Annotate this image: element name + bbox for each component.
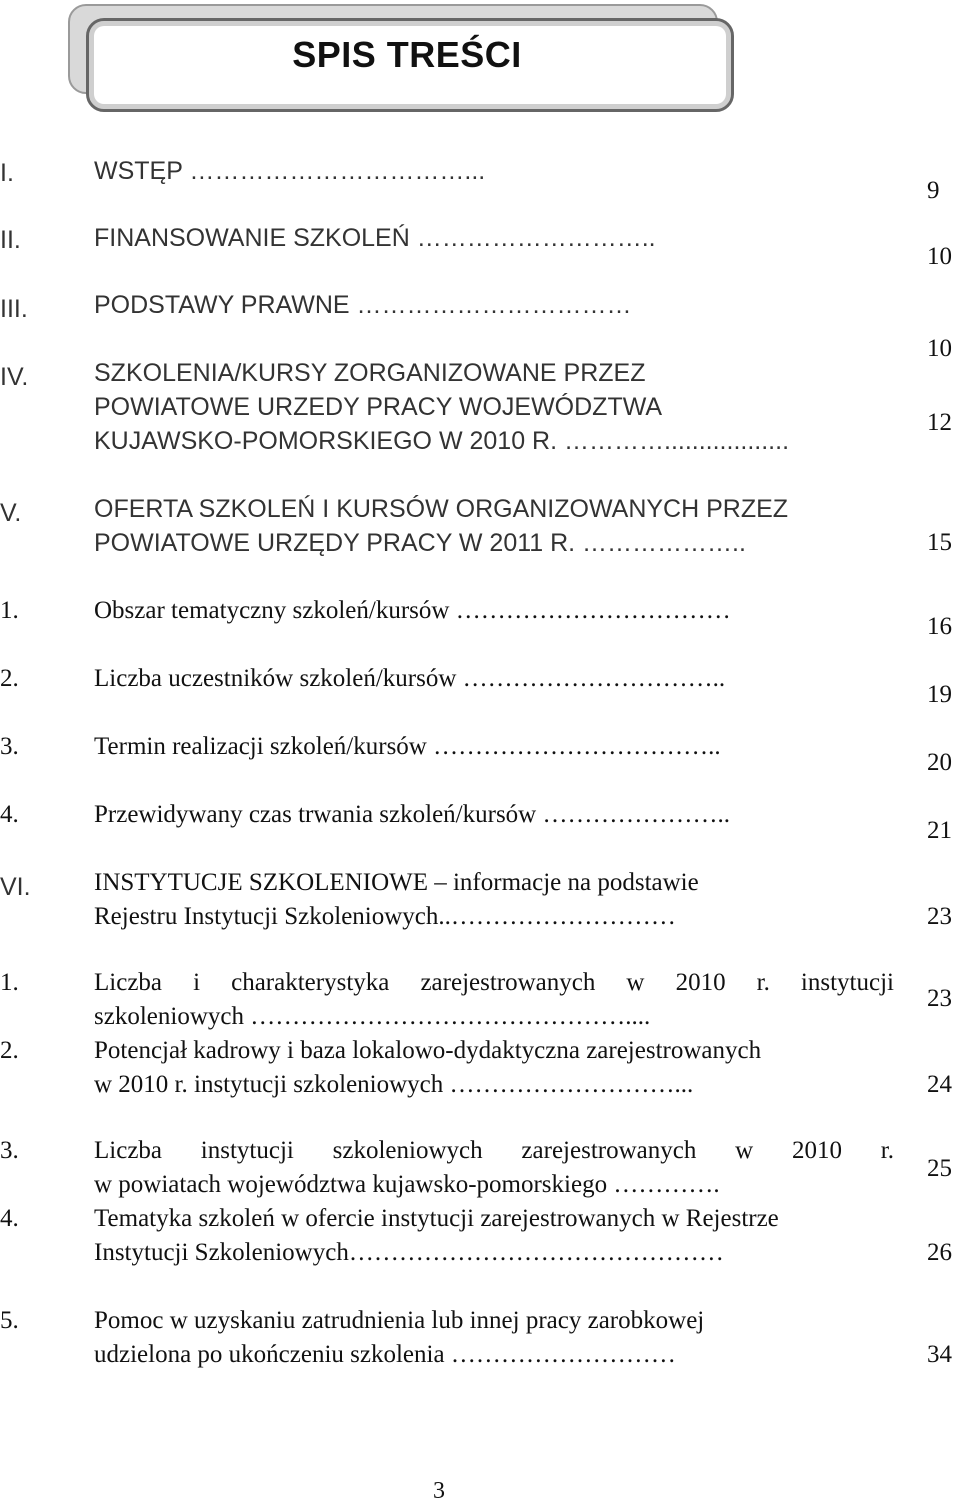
toc-entry-page: 16 xyxy=(927,613,952,640)
toc-entry-title-line: POWIATOWE URZĘDY PRACY W 2011 R. ……………….. xyxy=(94,529,746,557)
toc-entry-page: 19 xyxy=(927,681,952,708)
toc-entry-title: WSTĘP ……………………………... xyxy=(94,157,486,185)
toc-entry-number: 2. xyxy=(0,665,19,692)
toc-entry-title-line: OFERTA SZKOLEŃ I KURSÓW ORGANIZOWANYCH PRZEZ xyxy=(94,495,789,523)
toc-entry-page: 10 xyxy=(927,335,952,362)
toc-entry-page: 25 xyxy=(927,1155,952,1182)
toc-entry-page: 24 xyxy=(927,1071,952,1098)
toc-entry-number: V. xyxy=(0,499,22,527)
toc-entry-page: 21 xyxy=(927,817,952,844)
toc-entry-number: 3. xyxy=(0,1137,19,1164)
toc-entry-page: 10 xyxy=(927,243,952,270)
toc-entry-number: II. xyxy=(0,226,21,254)
toc-entry-title-line: udzielona po ukończeniu szkolenia ……………………… xyxy=(94,1341,676,1368)
toc-entry-page: 26 xyxy=(927,1239,952,1266)
toc-entry-number: I. xyxy=(0,159,14,187)
toc-entry-page: 15 xyxy=(927,529,952,556)
toc-entry-title-line: w 2010 r. instytucji szkoleniowych ………………………... xyxy=(94,1071,694,1098)
toc-entry-title-line: Tematyka szkoleń w ofercie instytucji zarejestrowanych w Rejestrze xyxy=(94,1205,779,1232)
toc-entry-title-line: SZKOLENIA/KURSY ZORGANIZOWANE PRZEZ xyxy=(94,359,646,387)
toc-entry-title: Obszar tematyczny szkoleń/kursów …………………………… xyxy=(94,597,731,624)
toc-entry-number: 1. xyxy=(0,597,19,624)
page-title: SPIS TREŚCI xyxy=(292,34,522,75)
toc-entry-number: 2. xyxy=(0,1037,19,1064)
toc-entry-title-line: w powiatach województwa kujawsko-pomorskiego …………. xyxy=(94,1171,720,1198)
page-number: 3 xyxy=(433,1478,445,1504)
toc-entry-title: Termin realizacji szkoleń/kursów …………………………….. xyxy=(94,733,721,760)
toc-entry-title: Przewidywany czas trwania szkoleń/kursów ………………….. xyxy=(94,801,730,828)
toc-entry-page: 23 xyxy=(927,903,952,930)
toc-entry-number: IV. xyxy=(0,363,29,391)
toc-entry-page: 9 xyxy=(927,177,940,204)
toc-entry-title-line: INSTYTUCJE SZKOLENIOWE – informacje na podstawie xyxy=(94,869,699,896)
toc-entry-page: 34 xyxy=(927,1341,952,1368)
toc-entry-number: 4. xyxy=(0,801,19,828)
toc-entry-number: 5. xyxy=(0,1307,19,1334)
toc-entry-title-line: Pomoc w uzyskaniu zatrudnienia lub innej pracy zarobkowej xyxy=(94,1307,705,1334)
toc-entry-title-line: Potencjał kadrowy i baza lokalowo-dydaktyczna zarejestrowanych xyxy=(94,1037,762,1064)
toc-entry-title-line: Instytucji Szkoleniowych……………………………………… xyxy=(94,1239,724,1266)
toc-entry-title-line: KUJAWSKO-POMORSKIEGO W 2010 R. ………….................. xyxy=(94,427,790,455)
toc-entry-page: 20 xyxy=(927,749,952,776)
toc-entry-number: 4. xyxy=(0,1205,19,1232)
toc-entry-title-line: szkoleniowych ……………………………………….... xyxy=(94,1003,651,1030)
toc-entry-number: 1. xyxy=(0,969,19,996)
toc-entry-title-line: Rejestru Instytucji Szkoleniowych..……………………… xyxy=(94,903,676,930)
toc-entry-title: Liczba uczestników szkoleń/kursów ………………………….. xyxy=(94,665,726,692)
toc-entry-number: VI. xyxy=(0,873,31,901)
toc-entry-page: 12 xyxy=(927,409,952,436)
toc-entry-number: 3. xyxy=(0,733,19,760)
toc-entry-title-line: Liczba i charakterystyka zarejestrowanych w 2010 r. instytucji xyxy=(94,969,894,996)
toc-entry-page: 23 xyxy=(927,985,952,1012)
toc-entry-number: III. xyxy=(0,295,28,323)
toc-entry-title-line: POWIATOWE URZEDY PRACY WOJEWÓDZTWA xyxy=(94,393,663,421)
toc-entry-title: FINANSOWANIE SZKOLEŃ ……………………….. xyxy=(94,224,656,252)
toc-entry-title-line: Liczba instytucji szkoleniowych zarejestrowanych w 2010 r. xyxy=(94,1137,894,1164)
toc-entry-title: PODSTAWY PRAWNE …………………………… xyxy=(94,291,632,319)
